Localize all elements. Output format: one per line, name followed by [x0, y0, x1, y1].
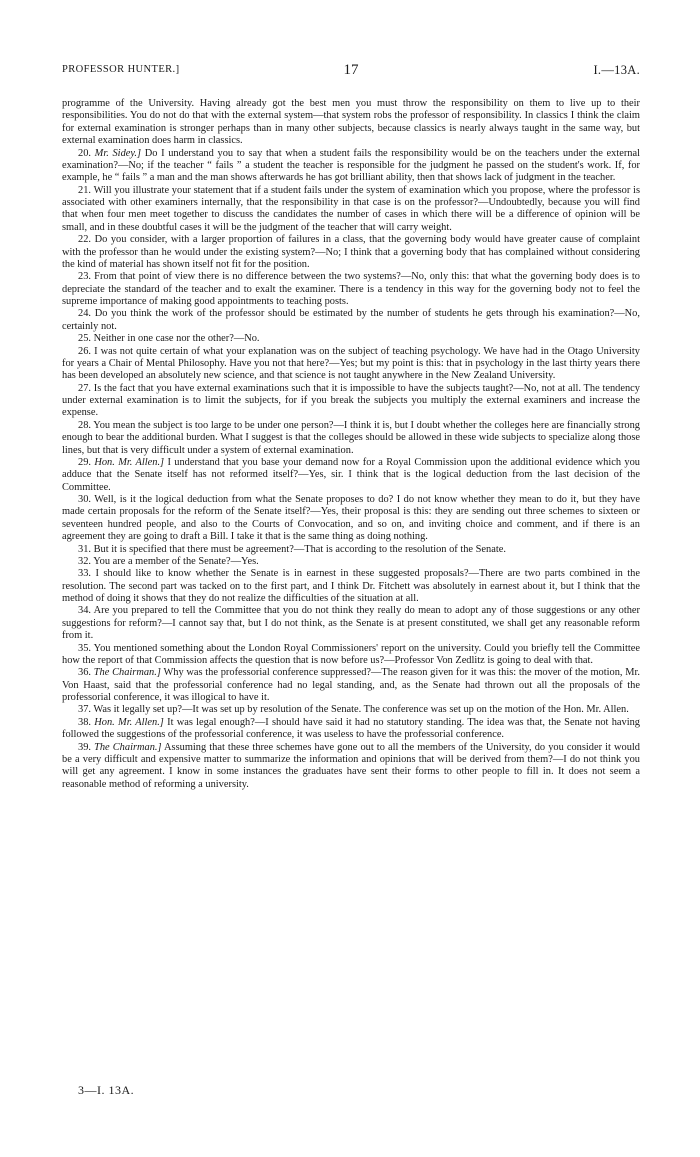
paragraph-text: Assuming that these three schemes have gone out to all the members of the University, do you consider it would be a very difficult and expensive matter to summarize the information and opinions that will be derived from them?—I do not think you will get any agreement. I know in some instances the graduates have sent their forms to other people to fill in. It does not seem a reasonable method of reforming a university.: [62, 741, 640, 790]
question-paragraph: [62, 717, 640, 742]
question-number: 35.: [78, 642, 91, 654]
question-number: 29.: [78, 456, 91, 468]
paragraph-text: Why was the professorial conference suppressed?—The reason given for it was this: the mover of the motion, Mr. Von Haast, said that the professorial conference had no legal standing, and, as the Senate had thrown out all the proposals of the professorial conference, it was illogical to have it.: [62, 667, 640, 703]
paragraph-text: Well, is it the logical deduction from what the Senate proposes to do? I do not know whether they mean to do it, but they have made certain proposals for the reform of the Senate itself?—Yes, their proposal is this: they are sending out three schemes to sixteen or seventeen hundred people, and also to the Courts of Convocation, and so on, and inviting choice and comment, and if there is an agreement they are going to draft a Bill. I take it that is the same thing as doing nothing.: [62, 494, 640, 543]
question-paragraph: [62, 148, 640, 185]
speaker-label: The Chairman.]: [94, 741, 162, 753]
continuation-paragraph: [62, 98, 640, 148]
paragraph-text: It was legal enough?—I should have said it had no statutory standing. The idea was that, the Senate not having followed the suggestions of the professorial conference, it was useless to have the professorial conference.: [62, 716, 640, 741]
question-number: 34.: [78, 605, 91, 617]
paragraph-text: Do I understand you to say that when a student fails the responsibility would be on the teachers under the external examination?—No; if the teacher “ fails ” a student the teacher is responsible for the judgment he passed on the student's work. If, for example, he “ fails ” a man and the man shows afterwards he has got brilliant ability, then that shows lack of judgment in the teacher.: [62, 147, 640, 184]
question-number: 36.: [78, 667, 91, 679]
document-reference: I.—13A.: [593, 63, 640, 77]
paragraph-text: But it is specified that there must be agreement?—That is according to the resolution of the Senate.: [93, 543, 506, 555]
question-paragraph: [62, 544, 640, 556]
question-number: 38.: [78, 716, 91, 728]
question-number: 37.: [78, 704, 91, 716]
question-paragraph: [62, 667, 640, 704]
paragraph-text: Do you consider, with a larger proportion of failures in a class, that the governing body would have greater cause of complaint with the professor than he would under the existing system?—No; I think that a governing body that has complained without considering the kind of material has shown itself not fit for the position.: [62, 234, 640, 270]
paragraph-text: From that point of view there is no difference between the two systems?—No, only this: that what the governing body does is to depreciate the standard of the teacher and to exalt the examiner. There is a tendency in this way for the governing body not to feel the supreme importance of making good appointments to teaching posts.: [62, 271, 640, 307]
question-number: 24.: [78, 308, 91, 320]
running-title: PROFESSOR HUNTER.]: [62, 64, 180, 75]
question-number: 23.: [78, 271, 91, 283]
paragraph-text: I was not quite certain of what your explanation was on the subject of teaching psychology. We have had in the Otago University for years a Chair of Mental Philosophy. Have you not that here?—Yes; but my point is this: that in psychology in the last thirty years there has been developed an absolutely new science, and that science is not taught anywhere in the New Zealand University.: [62, 345, 640, 382]
question-paragraph: [62, 383, 640, 420]
question-paragraph: [62, 457, 640, 494]
question-paragraph: [62, 308, 640, 333]
paragraph-text: You are a member of the Senate?—Yes.: [93, 555, 259, 567]
page-footer: 3—I. 13A.: [78, 1083, 135, 1097]
question-paragraph: [62, 742, 640, 792]
question-number: 27.: [78, 382, 91, 394]
question-number: 32.: [78, 555, 91, 567]
question-paragraph: [62, 333, 640, 345]
question-paragraph: [62, 556, 640, 568]
question-number: 33.: [78, 568, 91, 580]
question-paragraph: [62, 704, 640, 716]
question-number: 30.: [78, 494, 91, 505]
question-paragraph: [62, 271, 640, 308]
speaker-label: Hon. Mr. Allen.]: [94, 456, 165, 468]
paragraph-text: Is the fact that you have external examinations such that it is impossible to have the subjects taught?—No, not at all. The tendency under external examination is to limit the subjects, for if you break the subjects you multiply the external examiners and increase the expense.: [62, 382, 640, 419]
question-paragraph: [62, 346, 640, 383]
page-number: 17: [343, 62, 359, 78]
paragraph-text: Neither in one case nor the other?—No.: [93, 333, 260, 345]
speaker-label: Mr. Sidey.]: [94, 147, 142, 159]
question-number: 20.: [78, 147, 91, 159]
paragraph-text: programme of the University. Having already got the best men you must throw the responsibility on them to live up to their responsibilities. You do not do that with the external system—that system robs the professor of responsibility. In classics I think the claim for external examination is stronger perhaps than in many other subjects, because classics is nearly always taught in the same way, but external examination does harm in classics.: [62, 98, 640, 147]
paragraph-text: Will you illustrate your statement that if a student fails under the system of examination which you propose, where the professor is associated with other examiners internally, that the responsibility in that case is on the professor?—Undoubtedly, because you will find that when four men meet together to discuss the candidates the number of cases in which there will be a difference of opinion will be small, and in these doubtful cases it will be the judgment of the teacher that will carry weight.: [62, 184, 640, 233]
paragraph-text: You mean the subject is too large to be under one person?—I think it is, but I doubt whether the colleges here are financially strong enough to bear the additional burden. What I suggest is that the colleges should be allowed in these wide subjects to specialize along those lines, but that is very difficult under a system of external examination.: [62, 419, 640, 456]
question-paragraph: [62, 234, 640, 271]
question-number: 22.: [78, 234, 91, 246]
paragraph-text: You mentioned something about the London Royal Commissioners' report on the university. Could you briefly tell the Committee how the report of that Commission affects the question that is now before us?—Professor Von Zedlitz is going to deal with that.: [62, 642, 640, 666]
question-paragraph: [62, 643, 640, 668]
question-number: 28.: [78, 419, 91, 431]
question-paragraph: [62, 420, 640, 457]
question-number: 25.: [78, 333, 91, 345]
paragraph-text: I should like to know whether the Senate is in earnest in these suggested proposals?—There are two parts combined in the resolution. The second part was tacked on to the first part, and I think Dr. Fitchett was absolutely in earnest about it, but I think that the method of doing it shows that they do not realize the difficulties of the situation at all.: [62, 568, 640, 604]
question-number: 31.: [78, 543, 91, 555]
paragraph-text: Was it legally set up?—It was set up by resolution of the Senate. The conference was set up on the motion of the Hon. Mr. Allen.: [93, 704, 629, 716]
paragraph-text: Are you prepared to tell the Committee that you do not think they really do mean to adopt any of those suggestions or any other suggestions for reform?—I cannot say that, but I do not think, as the Senate is at present constituted, we shall get any reasonable reform from it.: [62, 605, 640, 642]
speaker-label: The Chairman.]: [93, 667, 161, 679]
question-number: 21.: [78, 184, 91, 196]
question-paragraph: [62, 568, 640, 605]
question-paragraph: [62, 185, 640, 235]
question-number: 26.: [78, 345, 91, 357]
page-header: [62, 62, 640, 82]
question-number: 39.: [78, 741, 91, 753]
page-body: [62, 98, 640, 791]
question-paragraph: [62, 494, 640, 544]
speaker-label: Hon. Mr. Allen.]: [94, 716, 164, 728]
question-paragraph: [62, 605, 640, 642]
paragraph-text: Do you think the work of the professor should be estimated by the number of students he gets through his examination?—No, certainly not.: [62, 308, 640, 332]
paragraph-text: I understand that you base your demand now for a Royal Commission upon the additional evidence which you adduce that the Senate itself has not reformed itself?—Yes, sir. I think that is the logical deduction from the last decision of the Committee.: [62, 456, 640, 493]
